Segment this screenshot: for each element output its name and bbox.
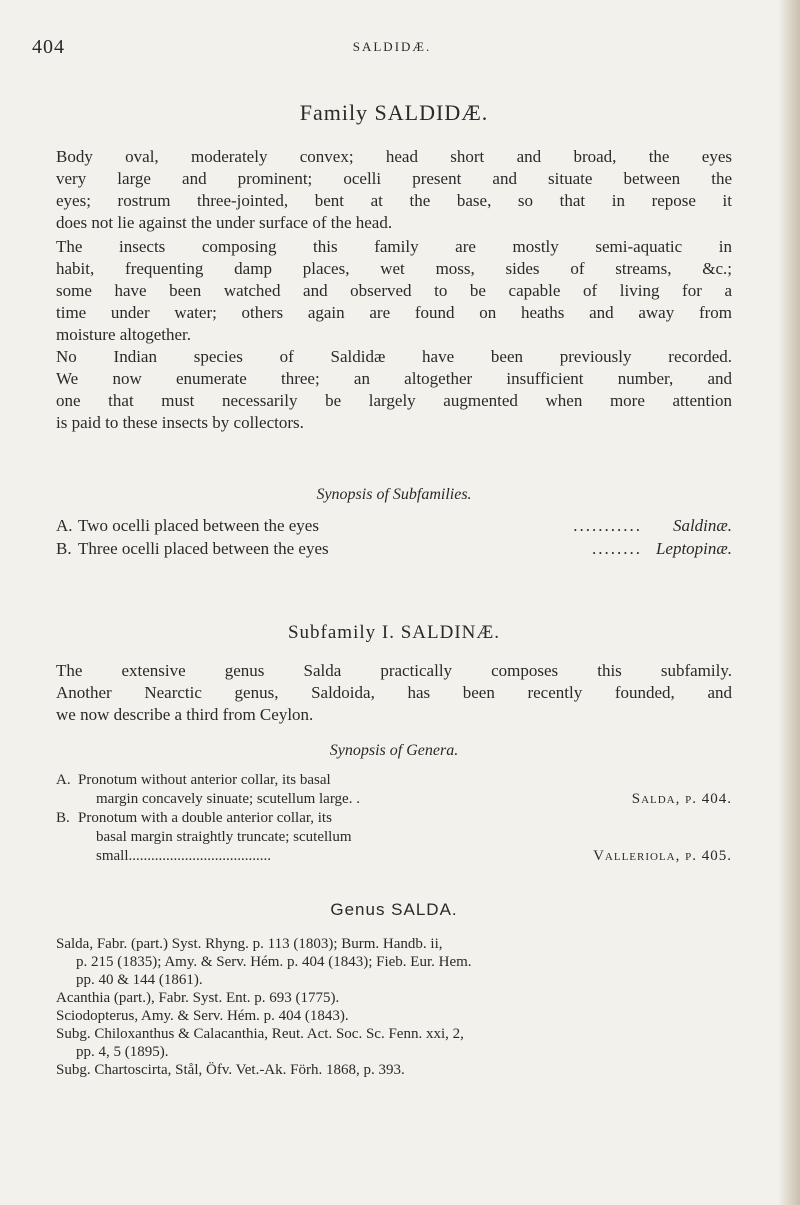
synonymy-entry [56,1025,732,1061]
key-taxon: Saldinæ. [672,516,732,535]
key-letter: B. [56,539,72,558]
text-line: The insects composing this family are mostly semi-aquatic in [56,237,732,256]
synopsis-genera-title: Synopsis of Genera. [329,742,459,759]
text-line: Another Nearctic genus, Saldoida, has been recently founded, and [56,683,732,702]
synonymy-line: pp. 4, 5 (1895). [76,1044,169,1060]
page-edge-shadow [778,0,800,1205]
subfamily-title: Subfamily I. SALDINÆ. [287,622,501,643]
page-number: 404 [32,36,65,58]
text-line: moisture altogether. [56,325,192,344]
text-line: eyes; rostrum three-jointed, bent at the base, so that in repose it [56,191,732,210]
key-row [56,516,732,538]
genus-title: Genus SALDA. [330,900,458,919]
text-line: margin concavely sinuate; scutellum large. . [96,791,360,807]
text-line: time under water; others again are found on heaths and away from [56,303,732,322]
key-text: Two ocelli placed between the eyes [78,516,319,535]
family-title: Family SALDIDÆ. [299,100,489,125]
synopsis-subfamilies-title: Synopsis of Subfamilies. [316,486,472,503]
synonymy-line: Sciodopterus, Amy. & Serv. Hém. p. 404 (1843). [56,1008,349,1024]
running-title: SALDIDÆ. [352,39,432,54]
synonymy-entry [56,935,732,989]
synonymy-line: pp. 40 & 144 (1861). [76,972,203,988]
dot-leader: ........... [573,516,642,535]
key-taxon: Leptopinæ. [655,539,732,558]
key-letter: B. [56,810,70,826]
synonymy-entry [56,1007,732,1025]
text-line: We now enumerate three; an altogether insufficient number, and [56,369,732,388]
text-line: The extensive genus Salda practically composes this subfamily. [56,661,732,680]
text-line: does not lie against the under surface of the head. [56,213,393,232]
page-content [56,0,732,1205]
text-line: habit, frequenting damp places, wet moss, sides of streams, &c.; [56,259,732,278]
paragraph-subfamily [56,660,732,726]
genera-key-row [56,809,732,866]
synonymy-line: Salda, Fabr. (part.) Syst. Rhyng. p. 113 (1803); Burm. Handb. ii, [56,936,443,952]
text-line: is paid to these insects by collectors. [56,413,304,432]
paragraph-description [56,146,732,234]
synonymy-line: Subg. Chiloxanthus & Calacanthia, Reut. Act. Soc. Sc. Fenn. xxi, 2, [56,1026,464,1042]
text-line: basal margin straightly truncate; scutellum [96,829,352,845]
dot-leader: ........ [592,539,642,558]
synonymy-line: Subg. Chartoscirta, Stål, Öfv. Vet.-Ak. Förh. 1868, p. 393. [56,1062,405,1078]
paragraph-indian-species [56,346,732,434]
key-letter: A. [56,772,71,788]
text-line: Pronotum without anterior collar, its basal [78,772,331,788]
key-text: Three ocelli placed between the eyes [78,539,329,558]
text-line: some have been watched and observed to be capable of living for a [56,281,732,300]
paragraph-habits [56,236,732,346]
text-line: very large and prominent; ocelli present and situate between the [56,169,732,188]
text-line: No Indian species of Saldidæ have been previously recorded. [56,347,732,366]
key-text [78,809,518,866]
text-line: we now describe a third from Ceylon. [56,705,314,724]
key-text [78,771,518,809]
text-line: small...................................... [96,848,271,864]
synonymy-entry [56,989,732,1007]
synonymy-entry [56,1061,732,1079]
genus-reference: Salda, p. 404. [631,791,732,807]
key-row [56,539,732,561]
synonymy-line: p. 215 (1835); Amy. & Serv. Hém. p. 404 (1843); Fieb. Eur. Hem. [76,954,472,970]
text-line: Pronotum with a double anterior collar, its [78,810,332,826]
key-letter: A. [56,516,73,535]
text-line: Body oval, moderately convex; head short and broad, the eyes [56,147,732,166]
text-line: one that must necessarily be largely augmented when more attention [56,391,732,410]
genera-key-row [56,771,732,809]
synonymy-line: Acanthia (part.), Fabr. Syst. Ent. p. 693 (1775). [56,990,340,1006]
genus-reference: Valleriola, p. 405. [593,848,732,864]
